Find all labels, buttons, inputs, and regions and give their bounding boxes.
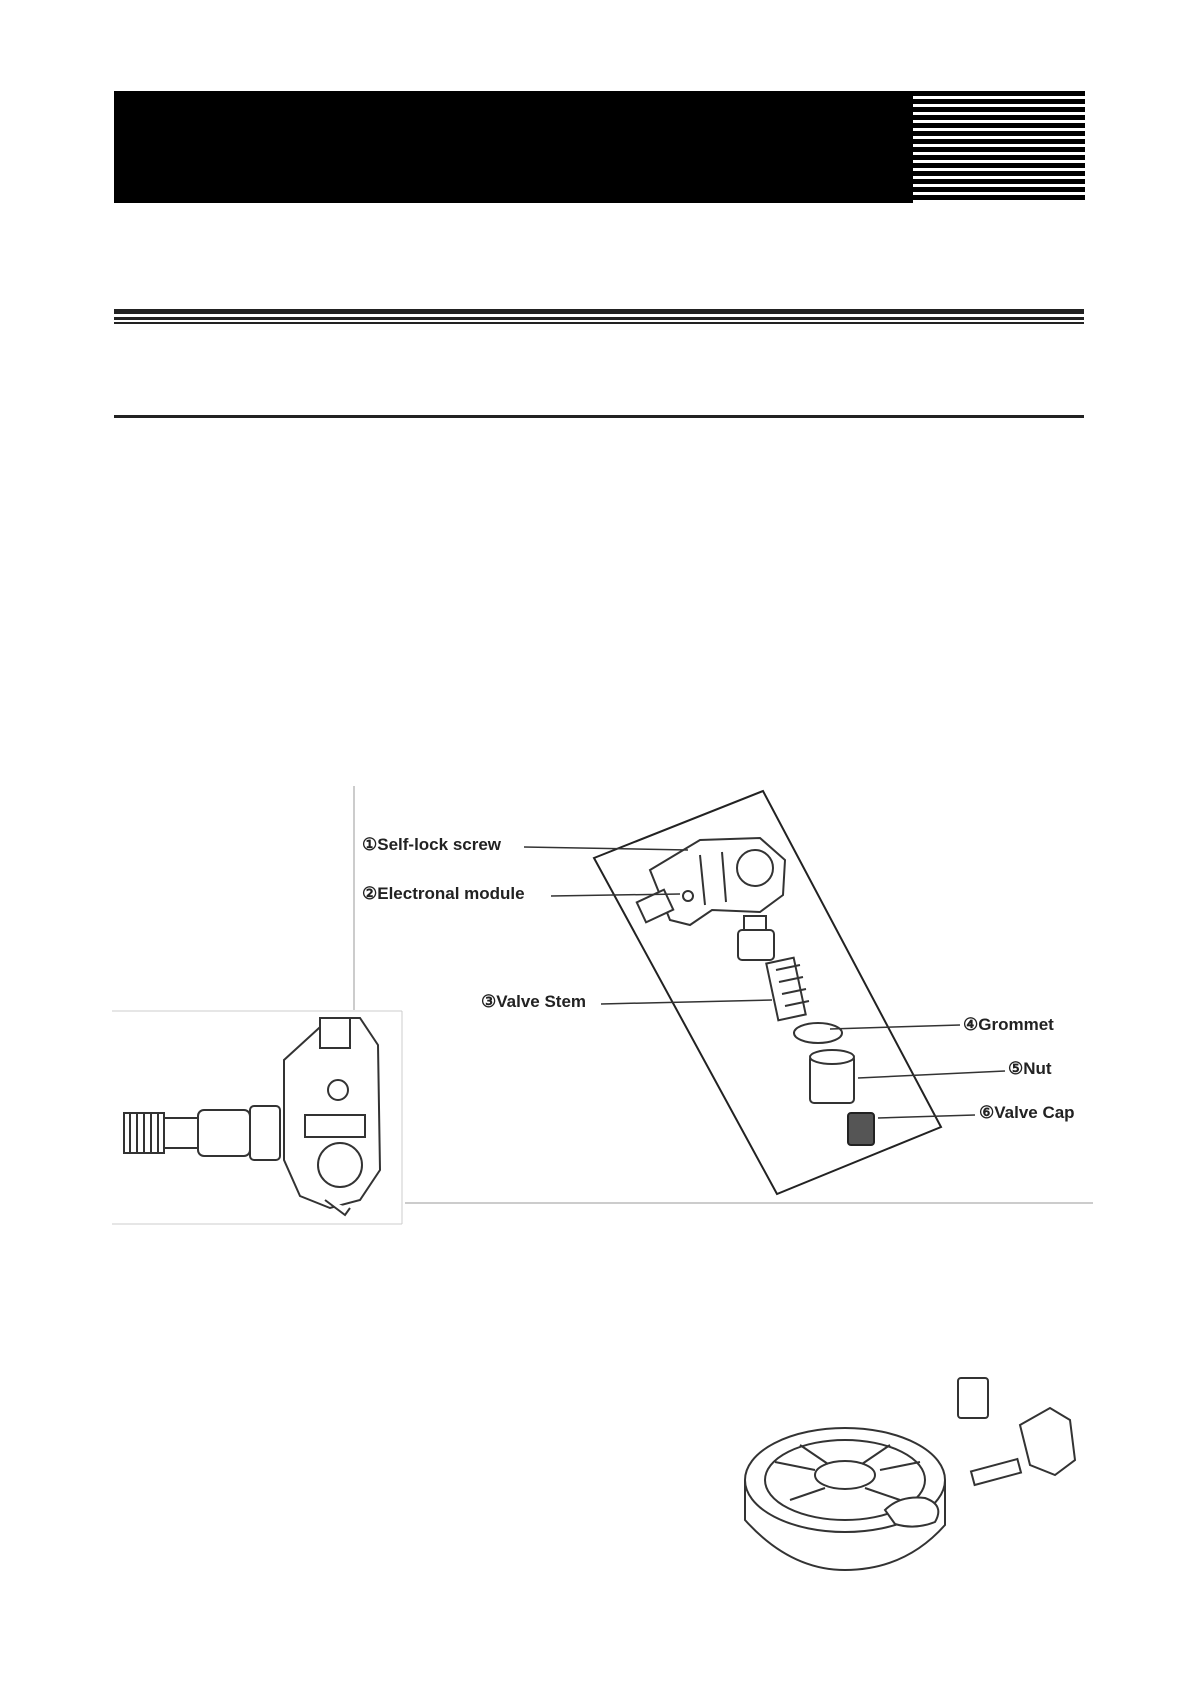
callout-nut: ⑤Nut [1008,1059,1052,1078]
callout-valve-cap: ⑥Valve Cap [979,1103,1075,1122]
callout-electronal-module: ②Electronal module [362,884,525,903]
callout-self-lock-screw: ①Self-lock screw [362,835,502,854]
socket-tool-drawing [958,1378,988,1418]
install-sensor-drawing [1020,1408,1075,1475]
callout-valve-stem: ③Valve Stem [481,992,587,1011]
callout-grommet: ④Grommet [963,1015,1054,1034]
